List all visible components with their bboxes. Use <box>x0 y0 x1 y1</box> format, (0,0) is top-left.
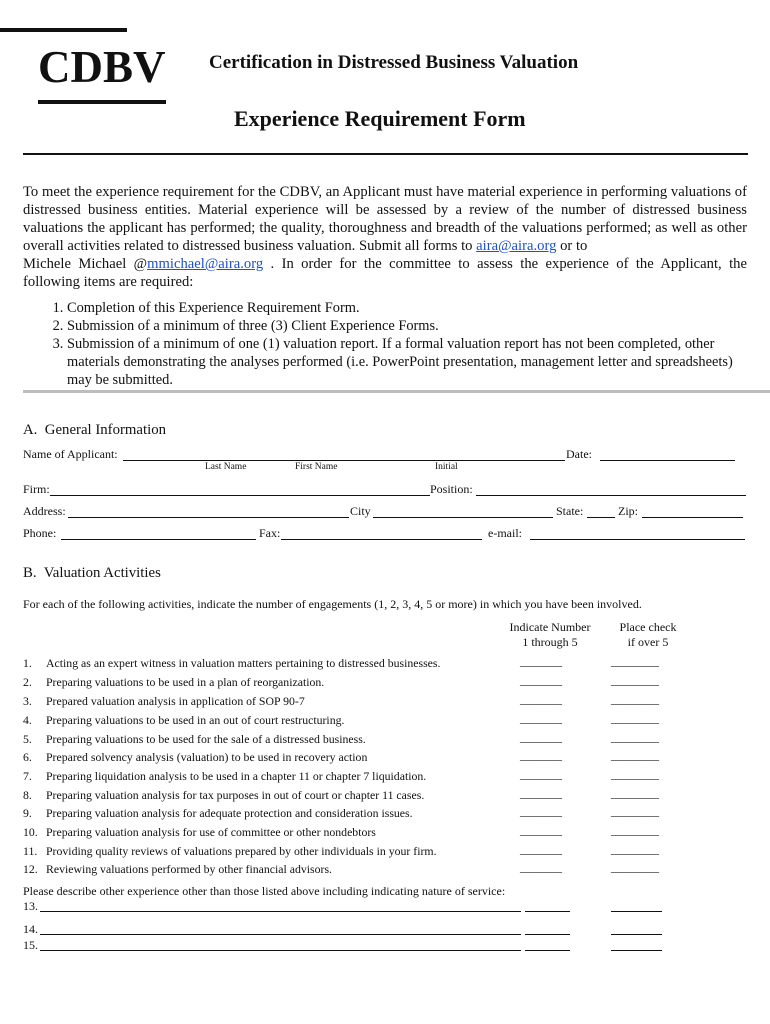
over-five-check-field[interactable]: ________ <box>611 730 659 744</box>
activity-text: Providing quality reviews of valuations prepared by other individuals in your firm. <box>46 844 437 858</box>
mmichael-email-link[interactable]: mmichael@aira.org <box>147 256 264 272</box>
requirements-list <box>23 299 733 389</box>
fax-field[interactable] <box>281 539 482 540</box>
other-item-number: 15. <box>23 938 38 952</box>
email-field[interactable] <box>530 539 745 540</box>
other-experience-prompt: Please describe other experience other than those listed above including indicating nature of service: <box>23 884 506 898</box>
over-five-check-field[interactable]: ________ <box>611 804 659 818</box>
city-field[interactable] <box>373 517 553 518</box>
activity-number: 1. <box>23 656 32 670</box>
firm-field[interactable] <box>50 495 430 496</box>
position-label: Position: <box>430 482 473 496</box>
intro-paragraph <box>23 183 747 291</box>
other-check-field[interactable] <box>611 911 662 912</box>
engagement-count-field[interactable]: _______ <box>520 730 562 744</box>
last-name-caption: Last Name <box>205 462 247 472</box>
activity-number: 2. <box>23 675 32 689</box>
activity-number: 12. <box>23 862 38 876</box>
form-title: Experience Requirement Form <box>234 106 526 131</box>
zip-field[interactable] <box>642 517 743 518</box>
other-check-field[interactable] <box>611 934 662 935</box>
header-divider <box>23 153 748 155</box>
activity-text: Preparing valuations to be used in a plan of reorganization. <box>46 675 325 689</box>
activity-number: 11. <box>23 844 38 858</box>
fax-label: Fax: <box>259 526 281 540</box>
engagement-count-field[interactable]: _______ <box>520 842 562 856</box>
state-field[interactable] <box>587 517 615 518</box>
activity-text: Reviewing valuations performed by other financial advisors. <box>46 862 332 876</box>
intro-text-end: . In order for the committee to assess the experience of the Applicant, the following items are required: <box>23 256 747 290</box>
over-five-check-field[interactable]: ________ <box>611 842 659 856</box>
engagement-count-field[interactable]: _______ <box>520 767 562 781</box>
firm-label: Firm: <box>23 482 50 496</box>
first-name-caption: First Name <box>295 462 338 472</box>
over-five-check-field[interactable]: ________ <box>611 860 659 874</box>
activity-text: Prepared valuation analysis in application of SOP 90-7 <box>46 694 305 708</box>
engagement-count-field[interactable]: _______ <box>520 673 562 687</box>
state-label: State: <box>556 504 584 518</box>
other-count-field[interactable] <box>525 950 570 951</box>
over-five-check-field[interactable]: ________ <box>611 711 659 725</box>
over-five-check-field[interactable]: ________ <box>611 654 659 668</box>
aira-email-link[interactable]: aira@aira.org <box>476 238 557 254</box>
initial-caption: Initial <box>435 462 458 472</box>
activity-number: 3. <box>23 694 32 708</box>
over-five-check-field[interactable]: ________ <box>611 767 659 781</box>
activity-text: Preparing valuations to be used for the sale of a distressed business. <box>46 732 366 746</box>
engagement-count-field[interactable]: _______ <box>520 860 562 874</box>
date-label: Date: <box>566 447 592 461</box>
position-field[interactable] <box>476 495 746 496</box>
or-to-text: or to <box>556 238 588 254</box>
other-item-number: 14. <box>23 922 38 936</box>
phone-field[interactable] <box>61 539 256 540</box>
address-label: Address: <box>23 504 66 518</box>
phone-label: Phone: <box>23 526 57 540</box>
activity-number: 9. <box>23 806 32 820</box>
activity-number: 7. <box>23 769 32 783</box>
cdbv-logo: CDBV <box>38 42 166 92</box>
col-place-check-header: Place check if over 5 <box>619 620 677 649</box>
engagement-count-field[interactable]: _______ <box>520 748 562 762</box>
requirement-item: 2. Submission of a minimum of three (3) Client Experience Forms. <box>67 317 733 335</box>
contact-name: Michele Michael @ <box>23 256 148 272</box>
engagement-count-field[interactable]: _______ <box>520 654 562 668</box>
other-count-field[interactable] <box>525 934 570 935</box>
requirement-item: 3. Submission of a minimum of one (1) valuation report. If a formal valuation report has not been completed, other materials demonstrating the analyses performed (i.e. PowerPoint presentation, management letter and spreadsheets) may be submitted. <box>67 335 733 389</box>
activity-text: Preparing valuation analysis for use of committee or other nondebtors <box>46 825 376 839</box>
other-item-number: 13. <box>23 899 38 913</box>
engagement-count-field[interactable]: _______ <box>520 692 562 706</box>
other-experience-field[interactable] <box>40 950 521 951</box>
section-a-heading: A. General Information <box>23 422 166 438</box>
engagement-count-field[interactable]: _______ <box>520 804 562 818</box>
activity-number: 5. <box>23 732 32 746</box>
city-label: City <box>350 504 371 518</box>
intro-text: To meet the experience requirement for the CDBV, an Applicant must have material experience in performing valuations of distressed business entities. Material experience will be assessed by a review of the number of distressed business valuations the applicant has performed; the quality, thoroughness and breadth of the valuations performed; as well as other overall activities related to distressed business valuation. Submit all forms to <box>23 184 747 254</box>
engagement-count-field[interactable]: _______ <box>520 786 562 800</box>
over-five-check-field[interactable]: ________ <box>611 692 659 706</box>
activity-number: 4. <box>23 713 32 727</box>
zip-label: Zip: <box>618 504 638 518</box>
other-count-field[interactable] <box>525 911 570 912</box>
activity-text: Preparing valuation analysis for adequate protection and consideration issues. <box>46 806 413 820</box>
col-indicate-number-header: Indicate Number 1 through 5 <box>509 620 591 649</box>
certification-title: Certification in Distressed Business Valuation <box>209 52 579 73</box>
activity-number: 10. <box>23 825 38 839</box>
engagement-count-field[interactable]: _______ <box>520 711 562 725</box>
over-five-check-field[interactable]: ________ <box>611 673 659 687</box>
other-experience-field[interactable] <box>40 911 521 912</box>
activity-text: Preparing valuations to be used in an out of court restructuring. <box>46 713 345 727</box>
over-five-check-field[interactable]: ________ <box>611 786 659 800</box>
other-check-field[interactable] <box>611 950 662 951</box>
valuation-instructions: For each of the following activities, indicate the number of engagements (1, 2, 3, 4, 5 or more) in which you have been involved. <box>23 597 642 611</box>
email-label: e-mail: <box>488 526 522 540</box>
applicant-name-label: Name of Applicant: <box>23 447 118 461</box>
over-five-check-field[interactable]: ________ <box>611 823 659 837</box>
top-rule <box>0 28 127 32</box>
engagement-count-field[interactable]: _______ <box>520 823 562 837</box>
other-experience-field[interactable] <box>40 934 521 935</box>
activity-text: Preparing liquidation analysis to be used in a chapter 11 or chapter 7 liquidation. <box>46 769 427 783</box>
section-divider <box>23 390 770 393</box>
requirement-item: 1. Completion of this Experience Requirement Form. <box>67 299 733 317</box>
applicant-name-field[interactable] <box>123 460 565 461</box>
section-b-heading: B. Valuation Activities <box>23 565 161 581</box>
over-five-check-field[interactable]: ________ <box>611 748 659 762</box>
activity-text: Preparing valuation analysis for tax purposes in out of court or chapter 11 cases. <box>46 788 425 802</box>
activity-number: 6. <box>23 750 32 764</box>
activity-number: 8. <box>23 788 32 802</box>
activity-text: Prepared solvency analysis (valuation) to be used in recovery action <box>46 750 368 764</box>
logo-underline <box>38 100 166 104</box>
activity-text: Acting as an expert witness in valuation matters pertaining to distressed businesses. <box>46 656 441 670</box>
date-field[interactable] <box>600 460 735 461</box>
address-field[interactable] <box>68 517 349 518</box>
